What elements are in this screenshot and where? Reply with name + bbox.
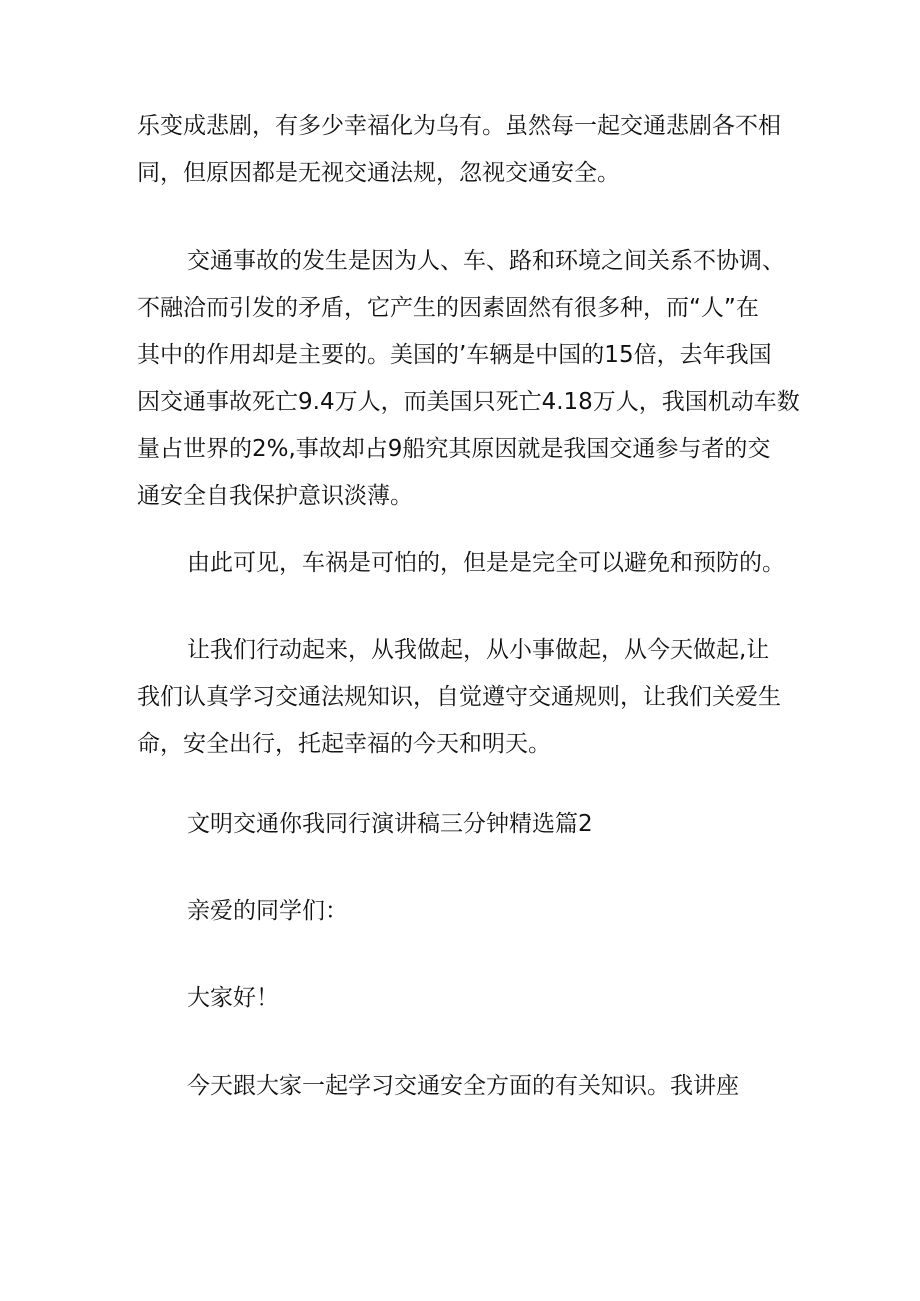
- paragraph-accident-causes: [137, 238, 800, 520]
- text-line: 其中的作用却是主要的。美国的’车辆是中国的15倍，去年我国: [137, 342, 772, 368]
- text-line: 亲爱的同学们：: [187, 898, 348, 924]
- text-line: 大家好！: [187, 985, 279, 1011]
- text-line: 交通事故的发生是因为人、车、路和环境之间关系不协调、: [187, 248, 785, 274]
- text-line: 同，但原因都是无视交通法规，忽视交通安全。: [137, 160, 620, 186]
- paragraph-conclusion: [137, 540, 785, 587]
- text-line: 因交通事故死亡9.4万人，而美国只死亡4.18万人，我国机动车数: [137, 389, 800, 415]
- text-line: 我们认真学习交通法规知识，自觉遵守交通规则，让我们关爱生: [137, 684, 781, 710]
- text-line: 让我们行动起来，从我做起，从小事做起，从今天做起,让: [187, 637, 770, 663]
- text-line: 通安全自我保护意识淡薄。: [137, 483, 413, 509]
- section-heading: [137, 801, 593, 848]
- paragraph-intro: [137, 1063, 739, 1110]
- salutation: [137, 888, 348, 935]
- paragraph-continuation: [137, 103, 781, 197]
- text-line: 量占世界的2%,事故却占9船究其原因就是我国交通参与者的交: [137, 436, 771, 462]
- paragraph-call-to-action: [137, 627, 781, 768]
- text-line: 由此可见，车祸是可怕的，但是是完全可以避免和预防的。: [187, 550, 785, 576]
- greeting: [137, 975, 279, 1022]
- text-line: 今天跟大家一起学习交通安全方面的有关知识。我讲座: [187, 1073, 739, 1099]
- text-line: 命，安全出行，托起幸福的今天和明天。: [137, 731, 551, 757]
- text-line: 不融洽而引发的矛盾，它产生的因素固然有很多种，而“人”在: [137, 295, 759, 321]
- text-line: 乐变成悲剧，有多少幸福化为乌有。虽然每一起交通悲剧各不相: [137, 113, 781, 139]
- heading-line: 文明交通你我同行演讲稿三分钟精选篇2: [187, 811, 593, 837]
